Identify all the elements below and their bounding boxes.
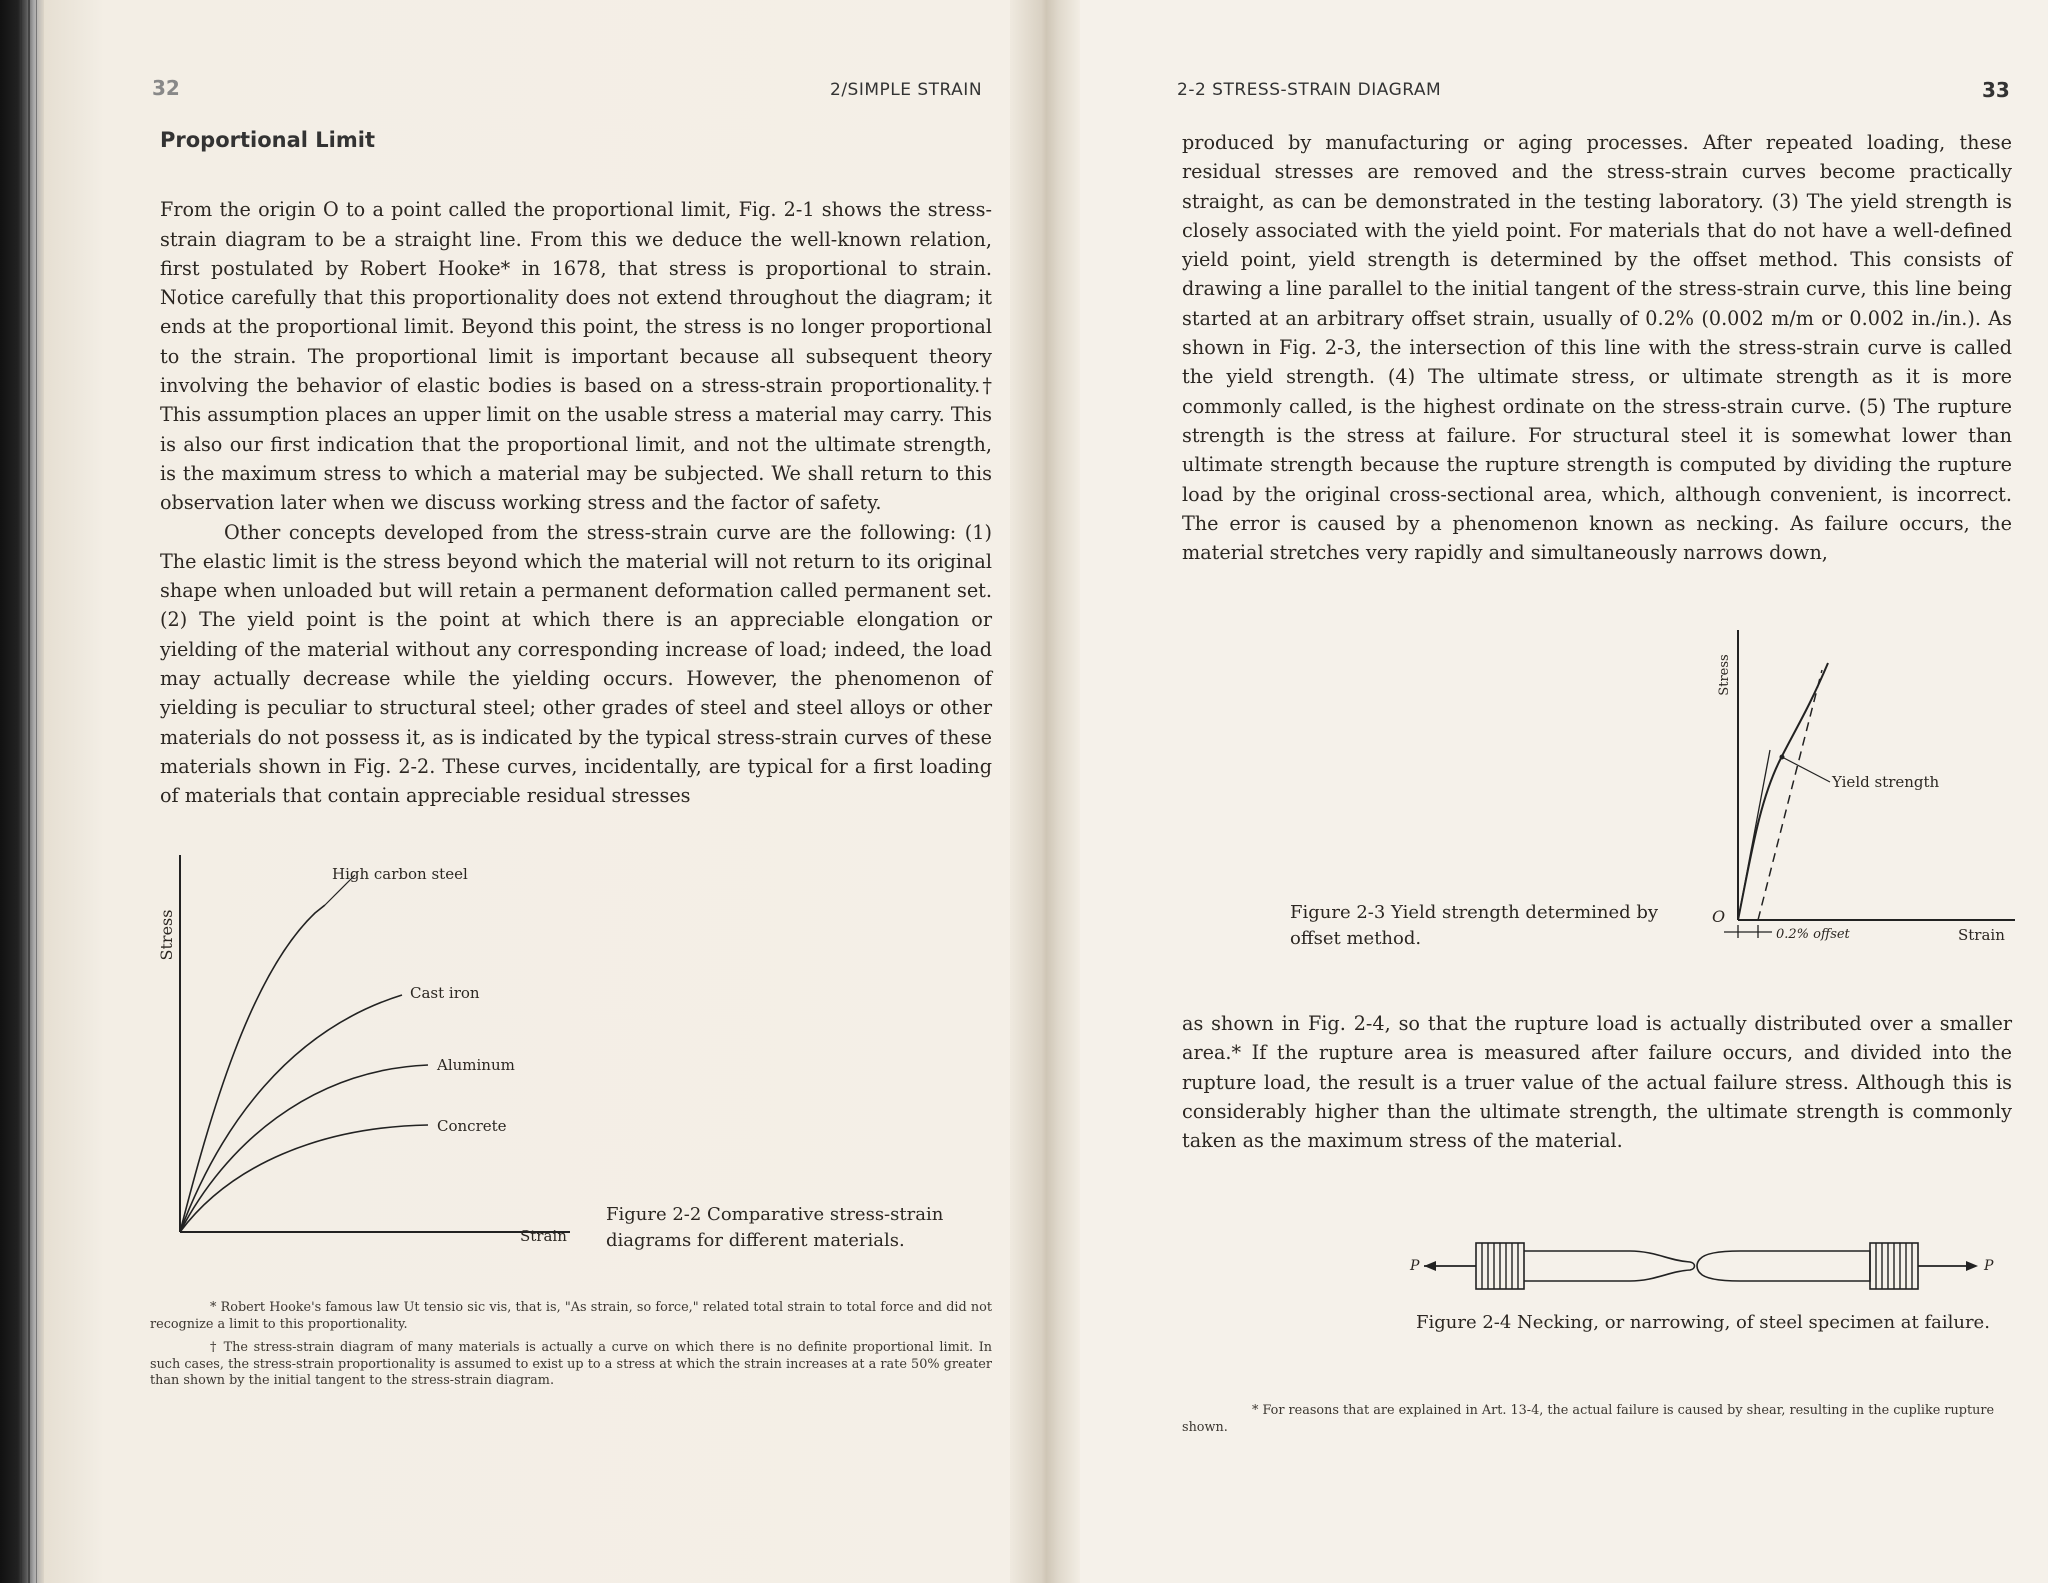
right-page-number: 33 <box>1982 78 2010 102</box>
load-label-right: P <box>1984 1258 1994 1274</box>
yield-strength-leader <box>1782 757 1830 782</box>
paragraph-proportional-limit: From the origin O to a point called the proportional limit, Fig. 2-1 shows the stress-strain diagram to be a straight line. From this we deduce the well-known relation, first postulated by Robert Hooke* in 1678, that stress is proportional to strain. Notice carefully that this proportionality does not extend throughout the diagram; it ends at the proportional limit. Beyond this point, the stress is no longer proportional to the strain. The proportional limit is important because all subsequent theory involving the behavior of elastic bodies is based on a stress-strain proportionality.† This assumption places an upper limit on the usable stress a material may carry. This is also our first indication that the proportional limit, and not the ultimate strength, is the maximum stress to which a material may be subjected. We shall return to this observation later when we discuss working stress and the factor of safety. <box>160 198 992 515</box>
footnote-hooke: * Robert Hooke's famous law Ut tensio sic vis, that is, "As strain, so force," related total strain to total force and did not recognize a limit to this proportionality. <box>150 1300 992 1332</box>
grip-right-threads <box>1876 1243 1912 1289</box>
figure-2-3-caption: Figure 2-3 Yield strength determined by offset method. <box>1290 902 1659 949</box>
offset-line <box>1758 670 1822 920</box>
load-arrowhead-right <box>1966 1261 1978 1271</box>
book-gutter <box>1010 0 1080 1583</box>
label-high-carbon-steel: High carbon steel <box>332 865 468 883</box>
figure-2-2-caption: Figure 2-2 Comparative stress-strain diagrams for different materials. <box>606 1204 944 1251</box>
origin-label: O <box>1712 907 1726 926</box>
x-axis-label: Strain <box>520 1227 567 1245</box>
left-running-head: 2/SIMPLE STRAIN <box>830 80 983 100</box>
grip-left-threads <box>1482 1243 1518 1289</box>
load-label-left: P <box>1410 1258 1420 1274</box>
curve-concrete <box>180 1125 428 1232</box>
footnote-shear: * For reasons that are explained in Art. 13-4, the actual failure is caused by shear, resulting in the cuplike rupture shown. <box>1182 1403 1995 1435</box>
figure-2-2-diagram <box>140 855 590 1255</box>
section-heading: Proportional Limit <box>160 128 375 152</box>
curve-aluminum <box>180 1065 428 1232</box>
figure-2-4-caption: Figure 2-4 Necking, or narrowing, of steel specimen at failure. <box>1416 1312 1990 1333</box>
initial-tangent-line <box>1738 750 1770 920</box>
offset-label: 0.2% offset <box>1776 927 1850 942</box>
paragraph-necking: as shown in Fig. 2-4, so that the rupture load is actually distributed over a smaller area.* If the rupture area is measured after failure occurs, and divided into the rupture load, the result is a truer value of the actual failure stress. Although this is considerably higher than the ultimate strength, the ultimate strength is commonly taken as the maximum stress of the material. <box>1182 1012 2012 1153</box>
y-axis-label: Stress <box>1717 654 1732 696</box>
paragraph-yield-strength: produced by manufacturing or aging processes. After repeated loading, these residual stresses are removed and the stress-strain curves become practically straight, as can be demonstrated in the testing laboratory. (3) The yield strength is closely associated with the yield point. For materials that do not have a well-defined yield point, yield strength is determined by the offset method. This consists of drawing a line parallel to the initial tangent of the stress-strain curve, this line being started at an arbitrary offset strain, usually of 0.2% (0.002 m/m or 0.002 in./in.). As shown in Fig. 2-3, the intersection of this line with the stress-strain curve is called the yield strength. (4) The ultimate stress, or ultimate strength as it is more commonly called, is the highest ordinate on the stress-strain curve. (5) The rupture strength is the stress at failure. For structural steel it is somewhat lower than ultimate strength because the rupture strength is computed by dividing the rupture load by the original cross-sectional area, which, although convenient, is incorrect. The error is caused by a phenomenon known as necking. As failure occurs, the material stretches very rapidly and simultaneously narrows down, <box>1182 131 2012 565</box>
footnote-proportionality: † The stress-strain diagram of many materials is actually a curve on which there is no definite proportional limit. In such cases, the stress-strain proportionality is assumed to exist up to a stress at which the strain increases at a rate 50% greater than shown by the initial tangent to the stress-strain diagram. <box>150 1340 992 1389</box>
label-concrete: Concrete <box>437 1117 507 1135</box>
label-aluminum: Aluminum <box>437 1056 515 1074</box>
label-cast-iron: Cast iron <box>410 984 480 1002</box>
page-edge-line <box>36 0 37 1583</box>
y-axis-label: Stress <box>157 909 176 961</box>
right-running-head: 2-2 STRESS-STRAIN DIAGRAM <box>1177 80 1442 100</box>
paragraph-other-concepts: Other concepts developed from the stress-strain curve are the following: (1) The elastic limit is the stress beyond which the material will not return to its original shape when unloaded but will retain a permanent deformation called permanent set. (2) The yield point is the point at which there is an appreciable elongation or yielding of the material without any corresponding increase of load; indeed, the load may actually decrease while the yielding occurs. However, the phenomenon of yielding is peculiar to structural steel; other grades of steel and steel alloys or other materials do not possess it, as is indicated by the typical stress-strain curves of these materials shown in Fig. 2-2. These curves, incidentally, are typical for a first loading of materials that contain appreciable residual stresses <box>160 520 992 808</box>
yield-strength-label: Yield strength <box>1832 773 1940 791</box>
figure-2-3-diagram <box>1690 620 2020 955</box>
page-edge-line <box>20 0 22 1583</box>
book-spine <box>0 0 44 1583</box>
left-body-text <box>160 166 992 840</box>
specimen-right-half <box>1697 1251 1870 1281</box>
specimen-left-half <box>1524 1251 1695 1281</box>
left-page-number: 32 <box>152 76 180 100</box>
page-edge-line <box>28 0 30 1583</box>
x-axis-label: Strain <box>1958 926 2005 944</box>
load-arrowhead-left <box>1424 1261 1436 1271</box>
figure-2-4-diagram <box>1400 1235 2020 1305</box>
